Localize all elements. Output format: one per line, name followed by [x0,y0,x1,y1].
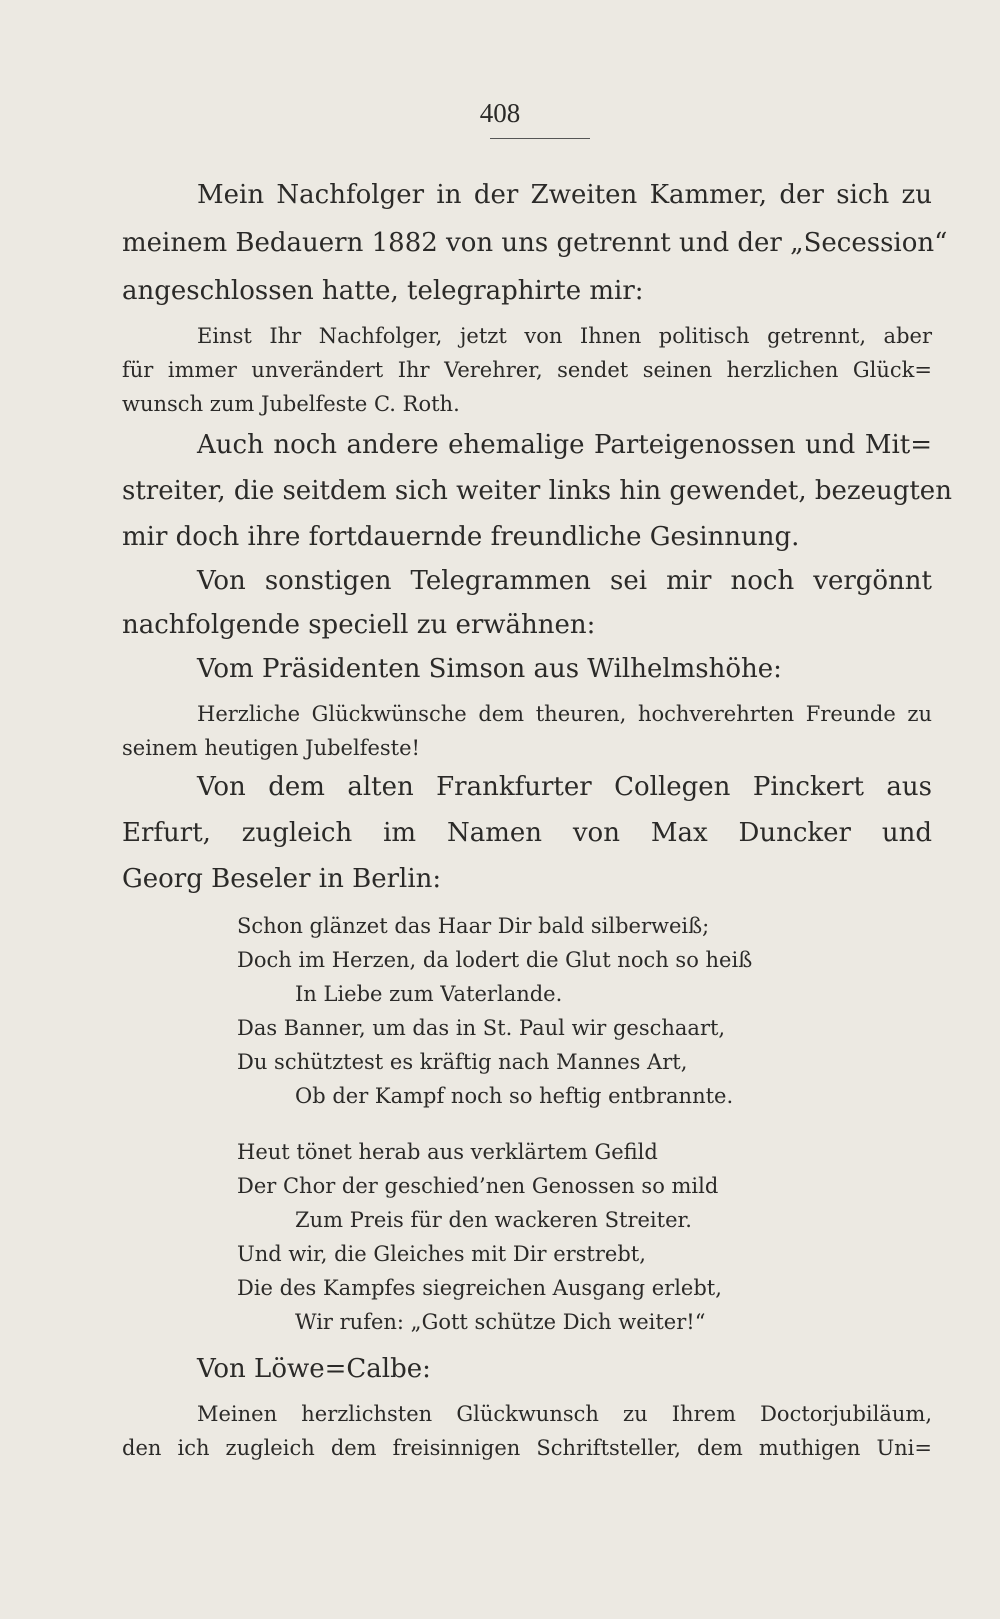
poem-line: Das Banner, um das in St. Paul wir geschaart, [237,1016,726,1040]
poem-line: Zum Preis für den wackeren Streiter. [295,1208,692,1232]
text-line: Einst Ihr Nachfolger, jetzt von Ihnen politisch getrennt, aber [197,324,932,348]
text-line: Von Löwe=Calbe: [197,1354,431,1384]
text-line: den ich zugleich dem freisinnigen Schriftsteller, dem muthigen Uni= [122,1436,932,1460]
poem-line: Und wir, die Gleiches mit Dir erstrebt, [237,1242,646,1266]
text-line: meinem Bedauern 1882 von uns getrennt und der „Secession“ [122,228,948,258]
poem-line: Schon glänzet das Haar Dir bald silberweiß; [237,914,710,938]
text-line: Erfurt, zugleich im Namen von Max Duncker und [122,818,932,848]
text-line: wunsch zum Jubelfeste C. Roth. [122,392,460,416]
page-number: 408 [479,98,521,128]
text-line: Auch noch andere ehemalige Parteigenossen und Mit= [197,430,932,460]
text-line: nachfolgende speciell zu erwähnen: [122,610,596,640]
text-line: für immer unverändert Ihr Verehrer, sendet seinen herzlichen Glück= [122,358,932,382]
text-line: Georg Beseler in Berlin: [122,864,442,894]
text-line: angeschlossen hatte, telegraphirte mir: [122,276,644,306]
poem-line: Doch im Herzen, da lodert die Glut noch so heiß [237,948,753,972]
text-line: seinem heutigen Jubelfeste! [122,736,420,760]
text-line: Herzliche Glückwünsche dem theuren, hochverehrten Freunde zu [197,702,932,726]
poem-line: Die des Kampfes siegreichen Ausgang erlebt, [237,1276,722,1300]
text-line: streiter, die seitdem sich weiter links hin gewendet, bezeugten [122,476,952,506]
text-line: Vom Präsidenten Simson aus Wilhelmshöhe: [197,654,782,684]
text-line: Von sonstigen Telegrammen sei mir noch vergönnt [197,566,932,596]
text-line: Meinen herzlichsten Glückwunsch zu Ihrem Doctorjubiläum, [197,1402,932,1426]
poem-line: Ob der Kampf noch so heftig entbrannte. [295,1084,734,1108]
poem-line: Heut tönet herab aus verklärtem Gefild [237,1140,658,1164]
text-line: Mein Nachfolger in der Zweiten Kammer, der sich zu [197,180,932,210]
text-line: Von dem alten Frankfurter Collegen Pinckert aus [197,772,932,802]
page-number-rule [490,138,590,139]
text-line: mir doch ihre fortdauernde freundliche Gesinnung. [122,522,800,552]
poem-line: In Liebe zum Vaterlande. [295,982,563,1006]
poem-line: Du schütztest es kräftig nach Mannes Art, [237,1050,688,1074]
poem-line: Der Chor der geschied’nen Genossen so mild [237,1174,719,1198]
poem-line: Wir rufen: „Gott schütze Dich weiter!“ [295,1310,706,1334]
